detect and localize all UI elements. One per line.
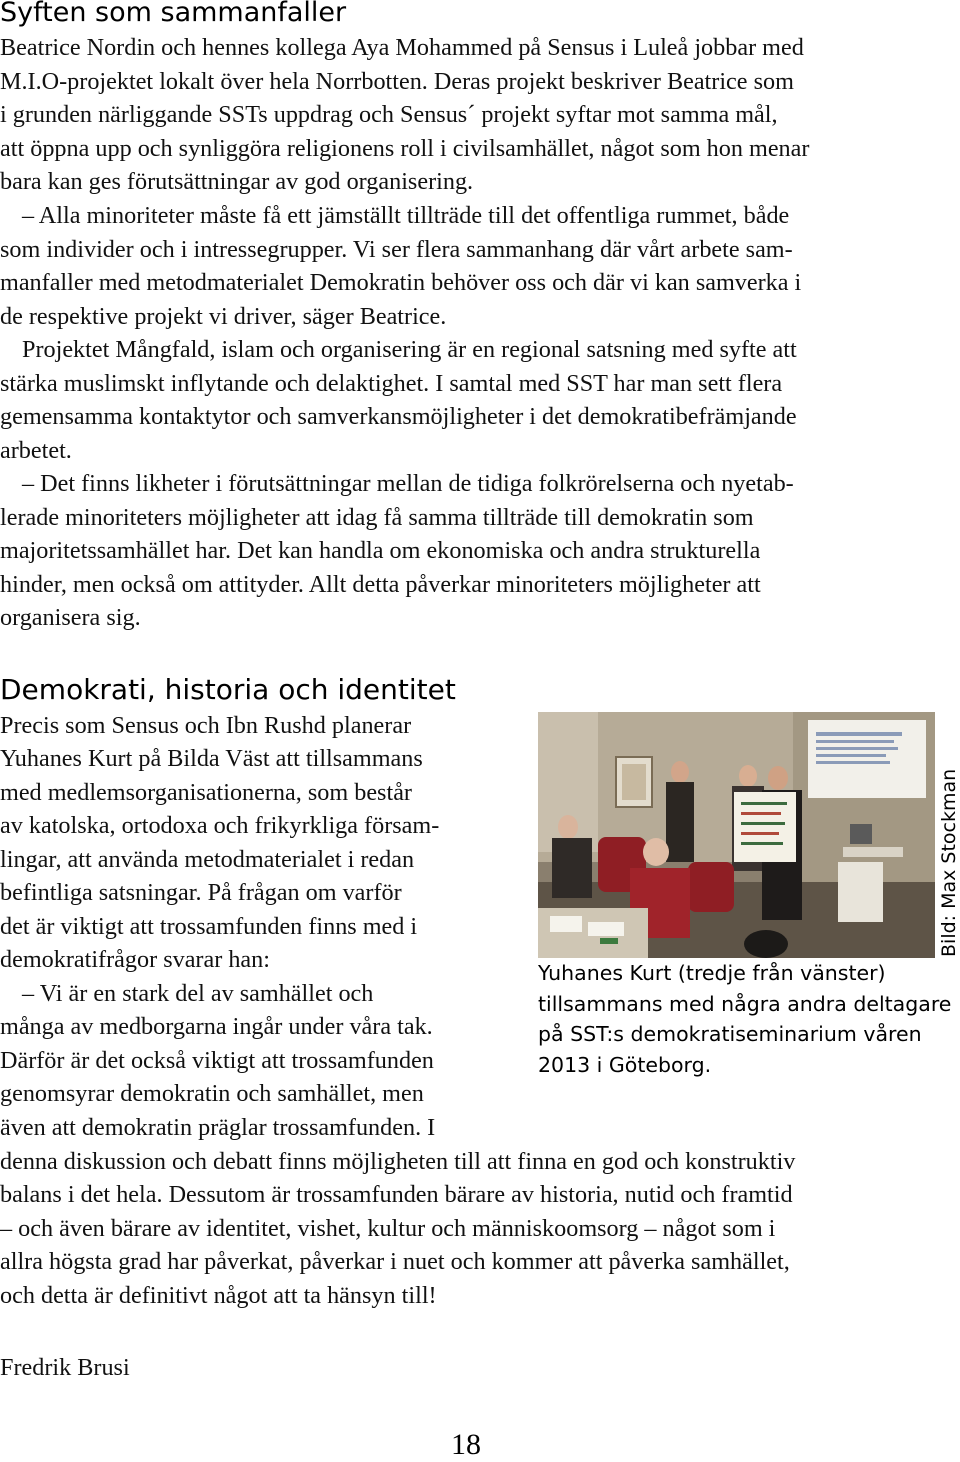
caption-line: Yuhanes Kurt (tredje från vänster) <box>538 961 886 985</box>
text-line: gemensamma kontaktytor och samverkansmöjligheter i det demokratibefrämjande <box>0 403 797 430</box>
section-heading-syften: Syften som sammanfaller <box>0 0 347 28</box>
text-line: balans i det hela. Dessutom är trossamfunden bärare av historia, nutid och framtid <box>0 1181 793 1208</box>
section-heading-demokrati: Demokrati, historia och identitet <box>0 673 456 706</box>
text-line: det är viktigt att trossamfunden finns med i <box>0 913 418 940</box>
text-line: av katolska, ortodoxa och frikyrkliga försam- <box>0 812 440 839</box>
text-line: de respektive projekt vi driver, säger Beatrice. <box>0 303 447 330</box>
text-line: Projektet Mångfald, islam och organisering är en regional satsning med syfte att <box>22 336 797 363</box>
photo-credit: Bild: Max Stockman <box>938 768 960 957</box>
text-line: denna diskussion och debatt finns möjligheten till att finna en god och konstruktiv <box>0 1148 796 1175</box>
seminar-photo <box>538 712 935 958</box>
text-line: – och även bärare av identitet, vishet, kultur och människoomsorg – något som i <box>0 1215 776 1242</box>
text-line: befintliga satsningar. På frågan om varför <box>0 879 402 906</box>
text-line: demokratifrågor svarar han: <box>0 946 270 973</box>
text-line: lingar, att använda metodmaterialet i redan <box>0 846 415 873</box>
text-line: – Det finns likheter i förutsättningar mellan de tidiga folkrörelserna och nyetab- <box>22 470 794 497</box>
page-number: 18 <box>451 1428 481 1461</box>
text-line: med medlemsorganisationerna, som består <box>0 779 412 806</box>
text-line: i grunden närliggande SSTs uppdrag och Sensus´ projekt syftar mot samma mål, <box>0 101 778 128</box>
caption-line: 2013 i Göteborg. <box>538 1052 712 1077</box>
text-line: Yuhanes Kurt på Bilda Väst att tillsammans <box>0 745 423 772</box>
text-line: manfaller med metodmaterialet Demokratin behöver oss och där vi kan samverka i <box>0 269 802 296</box>
caption-line: tillsammans med några andra deltagare <box>538 991 952 1016</box>
text-line: även att demokratin präglar trossamfunden. I <box>0 1114 436 1141</box>
text-line: att öppna upp och synliggöra religionens roll i civilsamhället, något som hon menar <box>0 135 810 162</box>
text-line: bara kan ges förutsättningar av god organisering. <box>0 168 474 195</box>
text-line: stärka muslimskt inflytande och delaktighet. I samtal med SST har man sett flera <box>0 370 783 397</box>
text-line: hinder, men också om attityder. Allt detta påverkar minoriteters möjligheter att <box>0 571 761 598</box>
text-line: organisera sig. <box>0 604 141 631</box>
text-line: som individer och i intressegrupper. Vi ser flera sammanhang där vårt arbete sam- <box>0 236 793 263</box>
text-line: – Vi är en stark del av samhället och <box>22 980 374 1007</box>
text-line: Beatrice Nordin och hennes kollega Aya Mohammed på Sensus i Luleå jobbar med <box>0 34 804 61</box>
photo-caption <box>538 958 951 1080</box>
text-line: arbetet. <box>0 437 72 464</box>
caption-line: på SST:s demokratiseminarium våren <box>538 1022 922 1046</box>
text-line: många av medborgarna ingår under våra tak. <box>0 1013 433 1040</box>
text-line: genomsyrar demokratin och samhället, men <box>0 1080 424 1107</box>
text-line: allra högsta grad har påverkat, påverkar i nuet och kommer att påverka samhället, <box>0 1248 790 1275</box>
text-line: M.I.O-projektet lokalt över hela Norrbotten. Deras projekt beskriver Beatrice som <box>0 68 794 95</box>
author-signature: Fredrik Brusi <box>0 1354 130 1381</box>
text-line: Precis som Sensus och Ibn Rushd planerar <box>0 712 412 739</box>
text-line: – Alla minoriteter måste få ett jämställt tillträde till det offentliga rummet, både <box>22 202 790 229</box>
text-line: och detta är definitivt något att ta hänsyn till! <box>0 1282 437 1309</box>
text-line: lerade minoriteters möjligheter att idag få samma tillträde till demokratin som <box>0 504 754 531</box>
text-line: Därför är det också viktigt att trossamfunden <box>0 1047 434 1074</box>
text-line: majoritetssamhället har. Det kan handla om ekonomiska och andra strukturella <box>0 537 761 564</box>
